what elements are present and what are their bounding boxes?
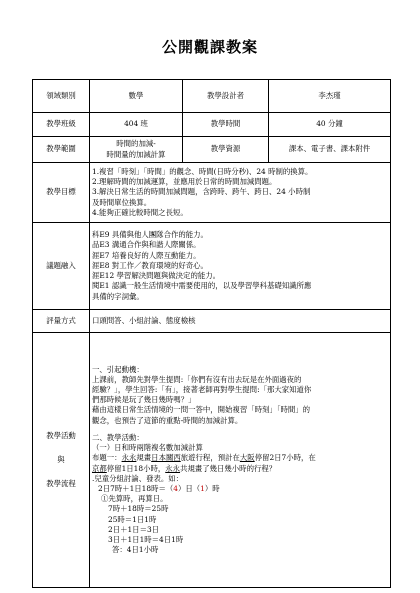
question-text: 共規畫了幾日幾小時的行程？ xyxy=(180,463,277,473)
goal-line: 4.能夠正確比較時間之長短。 xyxy=(92,207,188,217)
info-row-scope xyxy=(33,137,391,163)
question-line xyxy=(92,464,388,474)
method-line: 25時＝1日1時 xyxy=(108,514,157,524)
question-line xyxy=(92,453,388,463)
class-label: 教學班級 xyxy=(33,113,90,137)
goals-row xyxy=(33,163,391,223)
domain-value: 數學 xyxy=(90,80,183,113)
goals-label: 教學目標 xyxy=(33,163,90,223)
scope-label: 教學範圍 xyxy=(33,137,90,163)
activities-label xyxy=(33,333,90,588)
person-name: 永永 xyxy=(165,463,181,473)
activity-line: 們那時候是玩了幾日幾時嗎？」 xyxy=(92,395,196,405)
question-text: 停留1日18小時， xyxy=(106,463,166,473)
question-text: 旅遊行程，預計在 xyxy=(180,453,240,463)
activity-line: 藉由這樣日常生活情境的一問一答中，開始複習「時刻」「時間」的 xyxy=(92,405,311,415)
resources-label: 教學資源 xyxy=(183,137,269,163)
subsection-heading: （一）日和時兩階複名數加減計算 xyxy=(92,443,203,453)
answer-hours: 1 xyxy=(200,483,205,493)
equation-text: 2日7時＋1日18時＝（ xyxy=(98,483,174,493)
activity-line: 觀念，也預告了這節的重點-時間的加減計算。 xyxy=(92,415,243,425)
info-row-domain xyxy=(33,80,391,113)
person-name: 永永 xyxy=(121,453,137,463)
lesson-plan-table xyxy=(32,79,391,588)
method-line: 答：4日1小時 xyxy=(112,545,159,555)
issues-row xyxy=(33,223,391,310)
section-heading: 二、教學活動： xyxy=(92,432,144,442)
method-line: 2日＋1日＝3日 xyxy=(108,524,160,534)
activities-content xyxy=(90,333,391,588)
scope-value-line: 時間量的加減計算 xyxy=(106,149,166,159)
activity-line: .兒童分組討論、發表。如： xyxy=(92,473,184,483)
designer-label: 教學設計者 xyxy=(183,80,269,113)
activities-label-line: 教學活動 xyxy=(46,430,76,440)
question-prefix: 布題一： xyxy=(92,453,122,463)
place-name: 日本關西 xyxy=(151,453,181,463)
method-line: 3日＋1日1時＝4日1時 xyxy=(108,535,184,545)
assessment-row xyxy=(33,310,391,333)
method-line: 7時＋18時＝25時 xyxy=(108,504,169,514)
answer-days: 4 xyxy=(173,483,178,493)
activities-label-line: 與 xyxy=(57,454,65,464)
goal-line: 及時間單位換算。 xyxy=(92,197,152,207)
activities-row xyxy=(33,333,391,588)
method-heading: ①先算時，再算日。 xyxy=(101,494,168,504)
issue-line: 品E3 溝通合作與和諧人際關係。 xyxy=(92,240,201,250)
issue-line: 具備的字詞彙。 xyxy=(92,291,144,301)
assessment-value: 口頭問答、小組討論、態度檢核 xyxy=(90,310,391,333)
scope-value xyxy=(90,137,183,163)
equation-text: ）日（ xyxy=(177,483,201,493)
goals-content xyxy=(90,163,391,223)
goal-line: 1.複習「時刻」「時間」的觀念、時間(日時分秒)、24 時制的換算。 xyxy=(92,166,313,176)
equation-text: ）時 xyxy=(204,483,220,493)
page-title: 公開觀課教案 xyxy=(161,38,258,56)
goal-line: 3.解決日常生活的時間加減問題，含跨時、跨午、跨日、24 小時制 xyxy=(92,187,311,197)
designer-value: 李杰瑾 xyxy=(269,80,391,113)
question-text: 規畫 xyxy=(136,453,152,463)
section-heading: 一、引起動機： xyxy=(92,364,144,374)
scope-value-line: 時間的加減- xyxy=(116,139,156,149)
goal-line: 2.理解時間的加減運算，並應用於日常的時間加減問題。 xyxy=(92,177,277,187)
issue-line: 閱E1 認識一般生活情境中需要使用的，以及學習學科基礎知識所應 xyxy=(92,281,312,291)
activity-line: 上課前，教師先對學生提問:「你們有沒有出去玩是在外面過夜的 xyxy=(92,374,302,384)
issue-line: 涯E7 培養良好的人際互動能力。 xyxy=(92,250,201,260)
issue-line: 涯E12 學習解決問題與做決定的能力。 xyxy=(92,271,221,281)
activity-line: 經驗？」，學生回答:「有」，接著老師再對學生提問:「那大家知道你 xyxy=(92,384,312,394)
place-name: 大阪 xyxy=(239,453,255,463)
issues-label: 議題融入 xyxy=(33,223,90,310)
time-label: 教學時間 xyxy=(183,113,269,137)
issue-line: 涯E8 對工作／教育環境的好奇心。 xyxy=(92,260,208,270)
domain-label: 領域類別 xyxy=(33,80,90,113)
class-value: 404 班 xyxy=(90,113,183,137)
info-row-class xyxy=(33,113,391,137)
time-value: 40 分鐘 xyxy=(269,113,391,137)
issue-line: 科E9 具備與他人團隊合作的能力。 xyxy=(92,230,208,240)
question-text: 停留2日7小時，在 xyxy=(254,453,316,463)
assessment-label: 評量方式 xyxy=(33,310,90,333)
issues-content xyxy=(90,223,391,310)
activities-label-line: 教學流程 xyxy=(46,479,76,489)
resources-value: 課本、電子書、課本附件 xyxy=(269,137,391,163)
equation-line xyxy=(92,484,388,494)
place-name: 京都 xyxy=(92,463,107,473)
